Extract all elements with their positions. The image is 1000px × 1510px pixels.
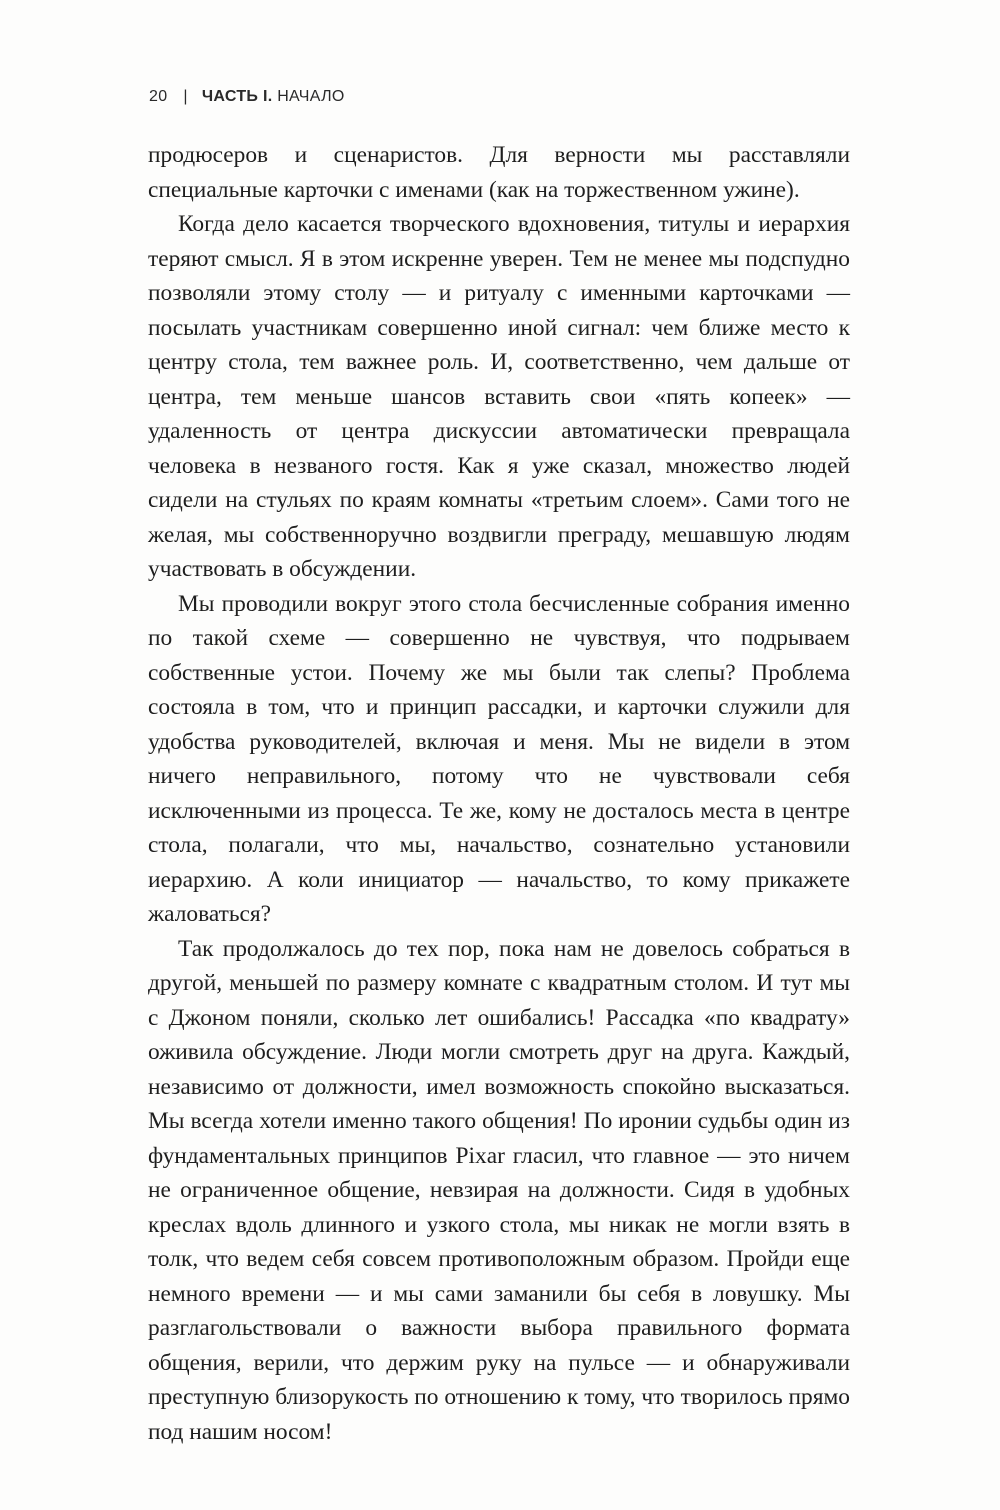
part-label: ЧАСТЬ I. [201,88,273,105]
paragraph-1: продюсеров и сценаристов. Для верности мы расставляли специальные карточки с именами (как на торжественном ужине). [148,142,850,203]
paragraph-2: Когда дело касается творческого вдохновения, титулы и иерархия теряют смысл. Я в этом искренне уверен. Тем не менее мы подспудно позволяли этому столу — и ритуалу с именными карточками — посылать участникам совершенно иной сигнал: чем ближе место к центру стола, тем важнее роль. И, соответственно, чем дальше от центра, тем меньше шансов вставить свои «пять копеек» — удаленность от центра дискуссии автоматически превращала человека в незваного гостя. Как я уже сказал, множество людей сидели на стульях по краям комнаты «третьим слоем». Сами того не желая, мы собственноручно воздвигли преграду, мешавшую людям участвовать в обсуждении. [148,211,850,582]
paragraph-4: Так продолжалось до тех пор, пока нам не довелось собраться в другой, меньшей по размеру комнате с квадратным столом. И тут мы с Джоном поняли, сколько лет ошибались! Рассадка «по квадрату» оживила обсуждение. Люди могли смотреть друг на друга. Каждый, независимо от должности, имел возможность спокойно высказаться. Мы всегда хотели именно такого общения! По иронии судьбы один из фундаментальных принципов Pixar гласил, что главное — это ничем не ограниченное общение, невзирая на должности. Сидя в удобных креслах вдоль длинного и узкого стола, мы никак не могли взять в толк, что ведем себя совсем противоположным образом. Пройди еще немного времени — и мы сами заманили бы себя в ловушку. Мы разглагольствовали о важности выбора правильного формата общения, верили, что держим руку на пульсе — и обнаруживали преступную близорукость по отношению к тому, что творилось прямо под нашим носом! [148,935,850,1445]
body-text [148,138,850,1449]
section-label: НАЧАЛО [277,88,345,105]
header-separator: | [183,88,188,105]
paragraph-3: Мы проводили вокруг этого стола бесчисленные собрания именно по такой схеме — совершенно не чувствуя, что подрываем собственные устои. Почему же мы были так слепы? Проблема состояла в том, что и принцип рассадки, и карточки служили для удобства руководителей, включая и меня. Мы не видели в этом ничего неправильного, потому что не чувствовали себя исключенными из процесса. Те же, кому не досталось места в центре стола, полагали, что мы, начальство, сознательно установили иерархию. А коли инициатор — начальство, то кому прикажете жаловаться? [148,590,850,927]
page-number: 20 [149,88,168,105]
running-head [149,88,345,106]
